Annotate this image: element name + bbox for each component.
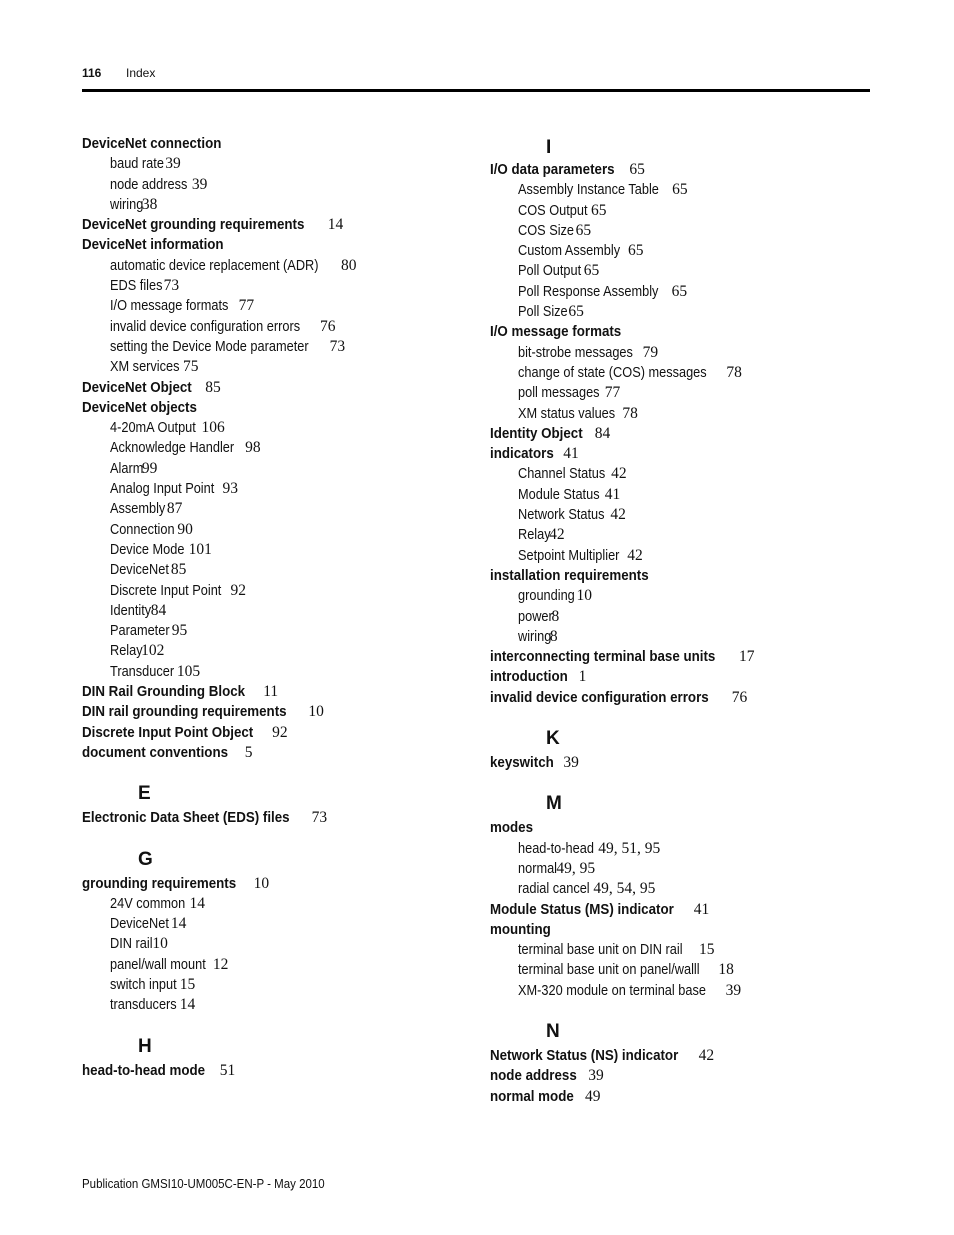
index-subentry	[82, 499, 462, 519]
index-entry	[490, 818, 870, 838]
index-term: Electronic Data Sheet (EDS) files	[82, 810, 290, 827]
page-reference[interactable]: 8	[549, 627, 558, 645]
index-subentry	[82, 438, 462, 458]
index-subentry	[82, 914, 462, 934]
page-reference[interactable]: 65	[629, 161, 645, 178]
index-subentry	[82, 560, 462, 580]
index-term: installation requirements	[490, 567, 649, 584]
page-reference[interactable]: 105	[176, 662, 201, 680]
index-term: baud rate	[110, 156, 164, 173]
index-subentry	[490, 607, 870, 627]
index-subentry	[490, 546, 870, 566]
index-term: introduction	[490, 669, 568, 686]
page-reference[interactable]: 42	[627, 546, 643, 564]
index-term: Module Status (MS) indicator	[490, 901, 674, 918]
index-term: Poll Output	[518, 263, 582, 280]
page-reference[interactable]: 5	[244, 743, 253, 761]
index-term: power	[518, 608, 553, 625]
index-subentry	[82, 641, 462, 661]
page-reference[interactable]: 93	[222, 480, 239, 498]
index-entry	[490, 1087, 870, 1107]
header-rule	[82, 89, 870, 92]
index-letter-heading: E	[138, 783, 151, 805]
index-entry	[490, 1046, 870, 1066]
index-subentry	[490, 981, 870, 1001]
index-term: grounding	[518, 588, 575, 605]
index-term: Assembly Instance Table	[518, 182, 659, 199]
index-subentry	[490, 485, 870, 505]
index-term: Setpoint Multiplier	[518, 547, 620, 564]
index-subentry	[82, 520, 462, 540]
index-subentry	[82, 479, 462, 499]
index-entry	[82, 682, 462, 702]
index-letter-heading: K	[546, 728, 560, 750]
index-term: 4-20mA Output	[110, 420, 196, 437]
page-reference[interactable]: 85	[170, 561, 187, 579]
index-subentry	[82, 601, 462, 621]
index-subentry	[82, 975, 462, 995]
index-entry	[82, 808, 462, 828]
index-term: DeviceNet information	[82, 237, 224, 254]
index-term: invalid device configuration errors	[490, 689, 709, 706]
index-subentry	[82, 459, 462, 479]
page-reference[interactable]: 11	[263, 683, 279, 701]
index-subentry	[490, 302, 870, 322]
index-term: Transducer	[110, 663, 175, 680]
index-term: node address	[490, 1068, 577, 1085]
page-reference[interactable]: 77	[604, 384, 621, 402]
page-reference[interactable]: 49, 95	[556, 859, 596, 877]
index-term: transducers	[110, 997, 177, 1014]
page-reference[interactable]: 92	[272, 723, 288, 741]
index-term: DeviceNet objects	[82, 399, 197, 416]
index-term: Acknowledge Handler	[110, 440, 235, 457]
page-reference[interactable]: 65	[671, 282, 688, 300]
index-term: Analog Input Point	[110, 481, 215, 498]
index-term: terminal base unit on panel/walll	[518, 962, 700, 979]
page-reference[interactable]: 41	[693, 900, 710, 918]
index-subentry	[82, 337, 462, 357]
index-entry	[82, 702, 462, 722]
index-term: document conventions	[82, 744, 229, 761]
index-term: mounting	[490, 921, 551, 938]
index-term: Parameter	[110, 623, 170, 640]
page-reference[interactable]: 95	[171, 622, 188, 640]
index-term: 24V common	[110, 895, 186, 912]
page-reference[interactable]: 38	[141, 195, 158, 213]
page-reference[interactable]: 17	[738, 648, 755, 666]
page-reference[interactable]: 15	[698, 941, 715, 959]
index-term: Identity Object	[490, 425, 583, 442]
index-entry	[82, 235, 462, 255]
index-subentry	[82, 256, 462, 276]
page-reference[interactable]: 39	[165, 155, 181, 173]
index-entry	[490, 444, 870, 464]
index-subentry	[82, 934, 462, 954]
index-subentry	[490, 859, 870, 879]
index-term: Network Status (NS) indicator	[490, 1047, 679, 1064]
index-subentry	[490, 221, 870, 241]
index-term: Poll Response Assembly	[518, 283, 659, 300]
page-reference[interactable]: 76	[731, 688, 748, 706]
page-reference[interactable]: 84	[594, 424, 611, 442]
page-reference[interactable]: 106	[201, 419, 225, 437]
index-term: bit-strobe messages	[518, 344, 633, 361]
index-subentry	[490, 960, 870, 980]
index-term: XM status values	[518, 405, 616, 422]
index-term: modes	[490, 820, 534, 837]
index-term: Discrete Input Point Object	[82, 724, 254, 741]
index-term: Alarm	[110, 460, 144, 477]
index-term: indicators	[490, 446, 554, 463]
page-reference[interactable]: 65	[575, 221, 592, 239]
index-term: DeviceNet Object	[82, 379, 192, 396]
index-subentry	[82, 357, 462, 377]
page-reference[interactable]: 49, 51, 95	[598, 839, 661, 857]
page-reference[interactable]: 99	[141, 459, 158, 477]
index-term: grounding requirements	[82, 875, 237, 892]
page-reference[interactable]: 12	[212, 955, 229, 973]
page-reference[interactable]: 78	[726, 363, 742, 381]
index-letter-heading: M	[546, 793, 562, 815]
page-reference[interactable]: 14	[179, 996, 196, 1014]
index-term: poll messages	[518, 385, 600, 402]
page-reference[interactable]: 8	[551, 607, 560, 625]
index-subentry	[82, 894, 462, 914]
index-term: DIN Rail Grounding Block	[82, 684, 246, 701]
page-reference[interactable]: 75	[182, 358, 199, 376]
index-subentry	[490, 343, 870, 363]
index-entry	[490, 160, 870, 180]
index-subentry	[82, 581, 462, 601]
index-subentry	[490, 940, 870, 960]
index-term: wiring	[110, 196, 144, 213]
index-subentry	[490, 282, 870, 302]
index-entry	[82, 215, 462, 235]
index-subentry	[490, 525, 870, 545]
page-reference[interactable]: 102	[141, 642, 165, 660]
index-entry	[82, 874, 462, 894]
index-term: COS Size	[518, 222, 575, 239]
index-term: switch input	[110, 976, 177, 993]
index-term: normal	[518, 860, 558, 877]
index-letter-heading: N	[546, 1020, 560, 1042]
index-subentry	[82, 175, 462, 195]
page-reference[interactable]: 42	[610, 506, 626, 524]
page-reference[interactable]: 41	[604, 485, 621, 503]
page-reference[interactable]: 49, 54, 95	[593, 880, 656, 898]
index-term: I/O message formats	[110, 298, 229, 315]
page-reference[interactable]: 49	[585, 1087, 601, 1105]
index-subentry	[82, 662, 462, 682]
page-reference[interactable]: 98	[245, 439, 261, 457]
page-reference[interactable]: 14	[170, 915, 187, 933]
index-entry	[82, 1061, 462, 1081]
page-reference[interactable]: 39	[588, 1067, 604, 1085]
index-letter-heading: H	[138, 1035, 152, 1057]
index-term: Relay	[110, 643, 143, 660]
index-entry	[490, 424, 870, 444]
index-term: DeviceNet connection	[82, 136, 222, 152]
index-letter-heading: I	[546, 137, 552, 158]
index-term: I/O data parameters	[490, 162, 615, 178]
index-term: Assembly	[110, 501, 166, 518]
index-entry	[490, 688, 870, 708]
index-term: change of state (COS) messages	[518, 364, 707, 381]
index-term: DeviceNet grounding requirements	[82, 217, 305, 234]
index-subentry	[490, 383, 870, 403]
page-reference[interactable]: 101	[188, 540, 212, 558]
page-reference[interactable]: 39	[191, 175, 208, 193]
index-entry	[490, 920, 870, 940]
page-reference[interactable]: 42	[698, 1046, 715, 1064]
index-entry	[82, 378, 462, 398]
index-subentry	[490, 839, 870, 859]
publication-footer: Publication GMSI10-UM005C-EN-P - May 2010	[82, 1177, 325, 1191]
index-term: radial cancel	[518, 881, 590, 898]
index-subentry	[82, 276, 462, 296]
index-term: Custom Assembly	[518, 243, 621, 260]
index-term: EDS files	[110, 278, 163, 295]
index-subentry	[490, 241, 870, 261]
page-reference[interactable]: 65	[590, 201, 607, 219]
index-subentry	[490, 201, 870, 221]
index-term: wiring	[518, 628, 552, 645]
page-reference[interactable]: 1	[578, 668, 587, 686]
index-subentry	[490, 879, 870, 899]
index-subentry	[82, 621, 462, 641]
page-reference[interactable]: 87	[166, 500, 183, 518]
page-reference[interactable]: 14	[327, 216, 344, 234]
page-reference[interactable]: 78	[622, 404, 638, 422]
index-term: COS Output	[518, 202, 588, 219]
index-entry	[490, 900, 870, 920]
index-term: Identity	[110, 602, 152, 619]
page-reference[interactable]: 77	[238, 297, 255, 315]
index-column-left	[82, 134, 462, 1081]
index-entry	[82, 723, 462, 743]
page-reference[interactable]: 65	[672, 181, 688, 199]
index-term: Network Status	[518, 507, 605, 524]
page-reference[interactable]: 10	[152, 935, 168, 953]
page-reference[interactable]: 84	[150, 601, 167, 619]
page-reference[interactable]: 10	[253, 874, 270, 892]
page-reference[interactable]: 39	[725, 981, 742, 999]
index-entry	[82, 398, 462, 418]
index-entry	[490, 753, 870, 773]
index-entry	[490, 566, 870, 586]
index-term: DeviceNet	[110, 562, 169, 579]
index-term: I/O message formats	[490, 324, 622, 341]
page-reference[interactable]: 14	[189, 894, 205, 912]
index-subentry	[82, 296, 462, 316]
index-term: Poll Size	[518, 304, 568, 321]
index-subentry	[490, 586, 870, 606]
page-reference[interactable]: 15	[179, 975, 196, 993]
index-term: invalid device configuration errors	[110, 318, 301, 335]
index-entry	[82, 743, 462, 763]
index-term: node address	[110, 176, 188, 193]
page-reference[interactable]: 80	[340, 256, 357, 274]
index-subentry	[490, 505, 870, 525]
index-subentry	[490, 363, 870, 383]
index-term: automatic device replacement (ADR)	[110, 257, 319, 274]
index-term: XM services	[110, 359, 180, 376]
page-reference[interactable]: 10	[308, 703, 324, 721]
index-term: Module Status	[518, 486, 600, 503]
index-term: Discrete Input Point	[110, 582, 222, 599]
index-entry	[490, 1066, 870, 1086]
index-term: interconnecting terminal base units	[490, 649, 716, 666]
index-subentry	[82, 195, 462, 215]
page-reference[interactable]: 90	[177, 520, 193, 538]
index-entry	[82, 134, 462, 154]
page-reference[interactable]: 10	[576, 587, 592, 605]
index-term: Relay	[518, 527, 551, 544]
index-subentry	[490, 627, 870, 647]
page-reference[interactable]: 73	[311, 809, 328, 827]
index-subentry	[82, 317, 462, 337]
index-term: head-to-head mode	[82, 1062, 206, 1079]
index-subentry	[82, 995, 462, 1015]
page-reference[interactable]: 51	[219, 1061, 236, 1079]
index-term: terminal base unit on DIN rail	[518, 942, 683, 959]
index-term: normal mode	[490, 1088, 574, 1105]
page-reference[interactable]: 92	[230, 581, 247, 599]
index-subentry	[82, 955, 462, 975]
index-subentry	[490, 180, 870, 200]
index-subentry	[490, 464, 870, 484]
index-letter-heading: G	[138, 848, 153, 870]
page-reference[interactable]: 73	[163, 277, 180, 295]
index-term: head-to-head	[518, 840, 594, 857]
page-reference[interactable]: 65	[628, 242, 644, 260]
index-term: keyswitch	[490, 755, 554, 772]
page-reference[interactable]: 85	[205, 378, 221, 396]
page-reference[interactable]: 65	[568, 303, 584, 321]
index-term: DIN rail grounding requirements	[82, 704, 287, 721]
index-term: panel/wall mount	[110, 956, 206, 973]
index-subentry	[490, 404, 870, 424]
index-term: DeviceNet	[110, 916, 169, 933]
index-term: setting the Device Mode parameter	[110, 338, 309, 355]
page-reference[interactable]: 76	[320, 317, 336, 335]
index-term: Device Mode	[110, 541, 185, 558]
index-subentry	[82, 154, 462, 174]
index-subentry	[490, 261, 870, 281]
index-entry	[490, 667, 870, 687]
page-number: 116	[82, 66, 102, 80]
index-entry	[490, 647, 870, 667]
page-reference[interactable]: 65	[583, 262, 600, 280]
index-subentry	[82, 418, 462, 438]
page-reference[interactable]: 42	[611, 465, 627, 483]
index-column-right	[490, 134, 870, 1107]
index-term: XM-320 module on terminal base	[518, 982, 706, 999]
index-term: Connection	[110, 521, 175, 538]
page-reference[interactable]: 79	[642, 343, 659, 361]
page-reference[interactable]: 42	[549, 526, 565, 544]
index-entry	[490, 322, 870, 342]
index-term: DIN rail	[110, 936, 153, 953]
index-subentry	[82, 540, 462, 560]
page-reference[interactable]: 18	[718, 961, 734, 979]
page-reference[interactable]: 41	[563, 445, 579, 463]
index-term: Channel Status	[518, 466, 606, 483]
page-reference[interactable]: 73	[329, 337, 346, 355]
page-reference[interactable]: 39	[563, 754, 579, 772]
section-title: Index	[126, 66, 156, 80]
